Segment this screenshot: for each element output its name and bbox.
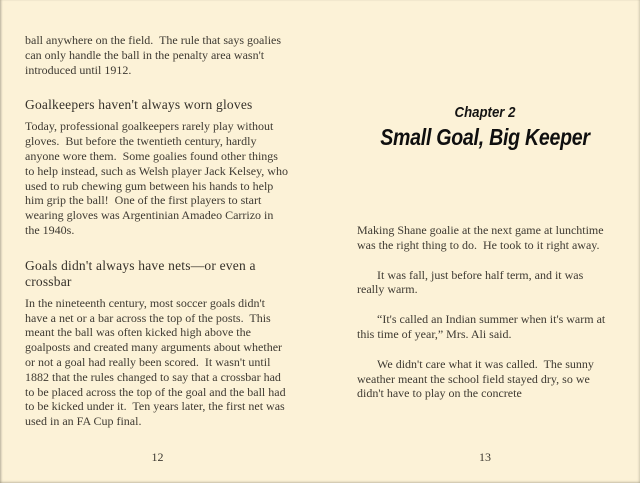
page-left	[25, 33, 290, 429]
section-heading-gloves: Goalkeepers haven't always worn gloves	[25, 97, 253, 113]
story-paragraph: Making Shane goalie at the next game at lunchtime was the right thing to do. He took to it right away.	[357, 223, 607, 252]
continuation-paragraph: ball anywhere on the field. The rule that says goalies can only handle the ball in the penalty area wasn't introduced until 1912.	[25, 33, 285, 77]
story-paragraph: We didn't care what it was called. The sunny weather meant the school field stayed dry, so we didn't have to play on the concrete	[357, 356, 597, 401]
section-heading-nets: Goals didn't always have nets—or even a crossbar	[25, 257, 260, 289]
chapter-body	[357, 223, 613, 401]
section-paragraph-gloves: Today, professional goalkeepers rarely play without gloves. But before the twentieth century, hardly anyone wore them. Some goalies found other things to help instead, such as Welsh player Jack Kelsey, who used to rub chewing gum between his hands to help him grip the ball! One of the first players to start wearing gloves was Argentinian Amadeo Carrizo in the 1940s.	[25, 119, 291, 237]
story-paragraph: “It's called an Indian summer when it's warm at this time of year,” Mrs. Ali said.	[357, 312, 609, 341]
page-right	[357, 104, 613, 401]
page-number-left: 12	[151, 450, 164, 464]
page-number-right: 13	[479, 450, 491, 464]
chapter-title: Small Goal, Big Keeper	[380, 124, 590, 150]
section-paragraph-nets: In the nineteenth century, most soccer goals didn't have a net or a bar across the top of the posts. This meant the ball was often kicked high above the goalposts and created many arguments about whether or not a goal had really been scored. It wasn't until 1882 that the rules changed to say that a crossbar had to be placed across the top of the goal and the ball had to be kicked under it. Ten years later, the first net was used in an FA Cup final.	[25, 295, 289, 429]
chapter-number-label: Chapter 2	[454, 104, 516, 121]
story-paragraph: It was fall, just before half term, and it was really warm.	[357, 267, 587, 297]
